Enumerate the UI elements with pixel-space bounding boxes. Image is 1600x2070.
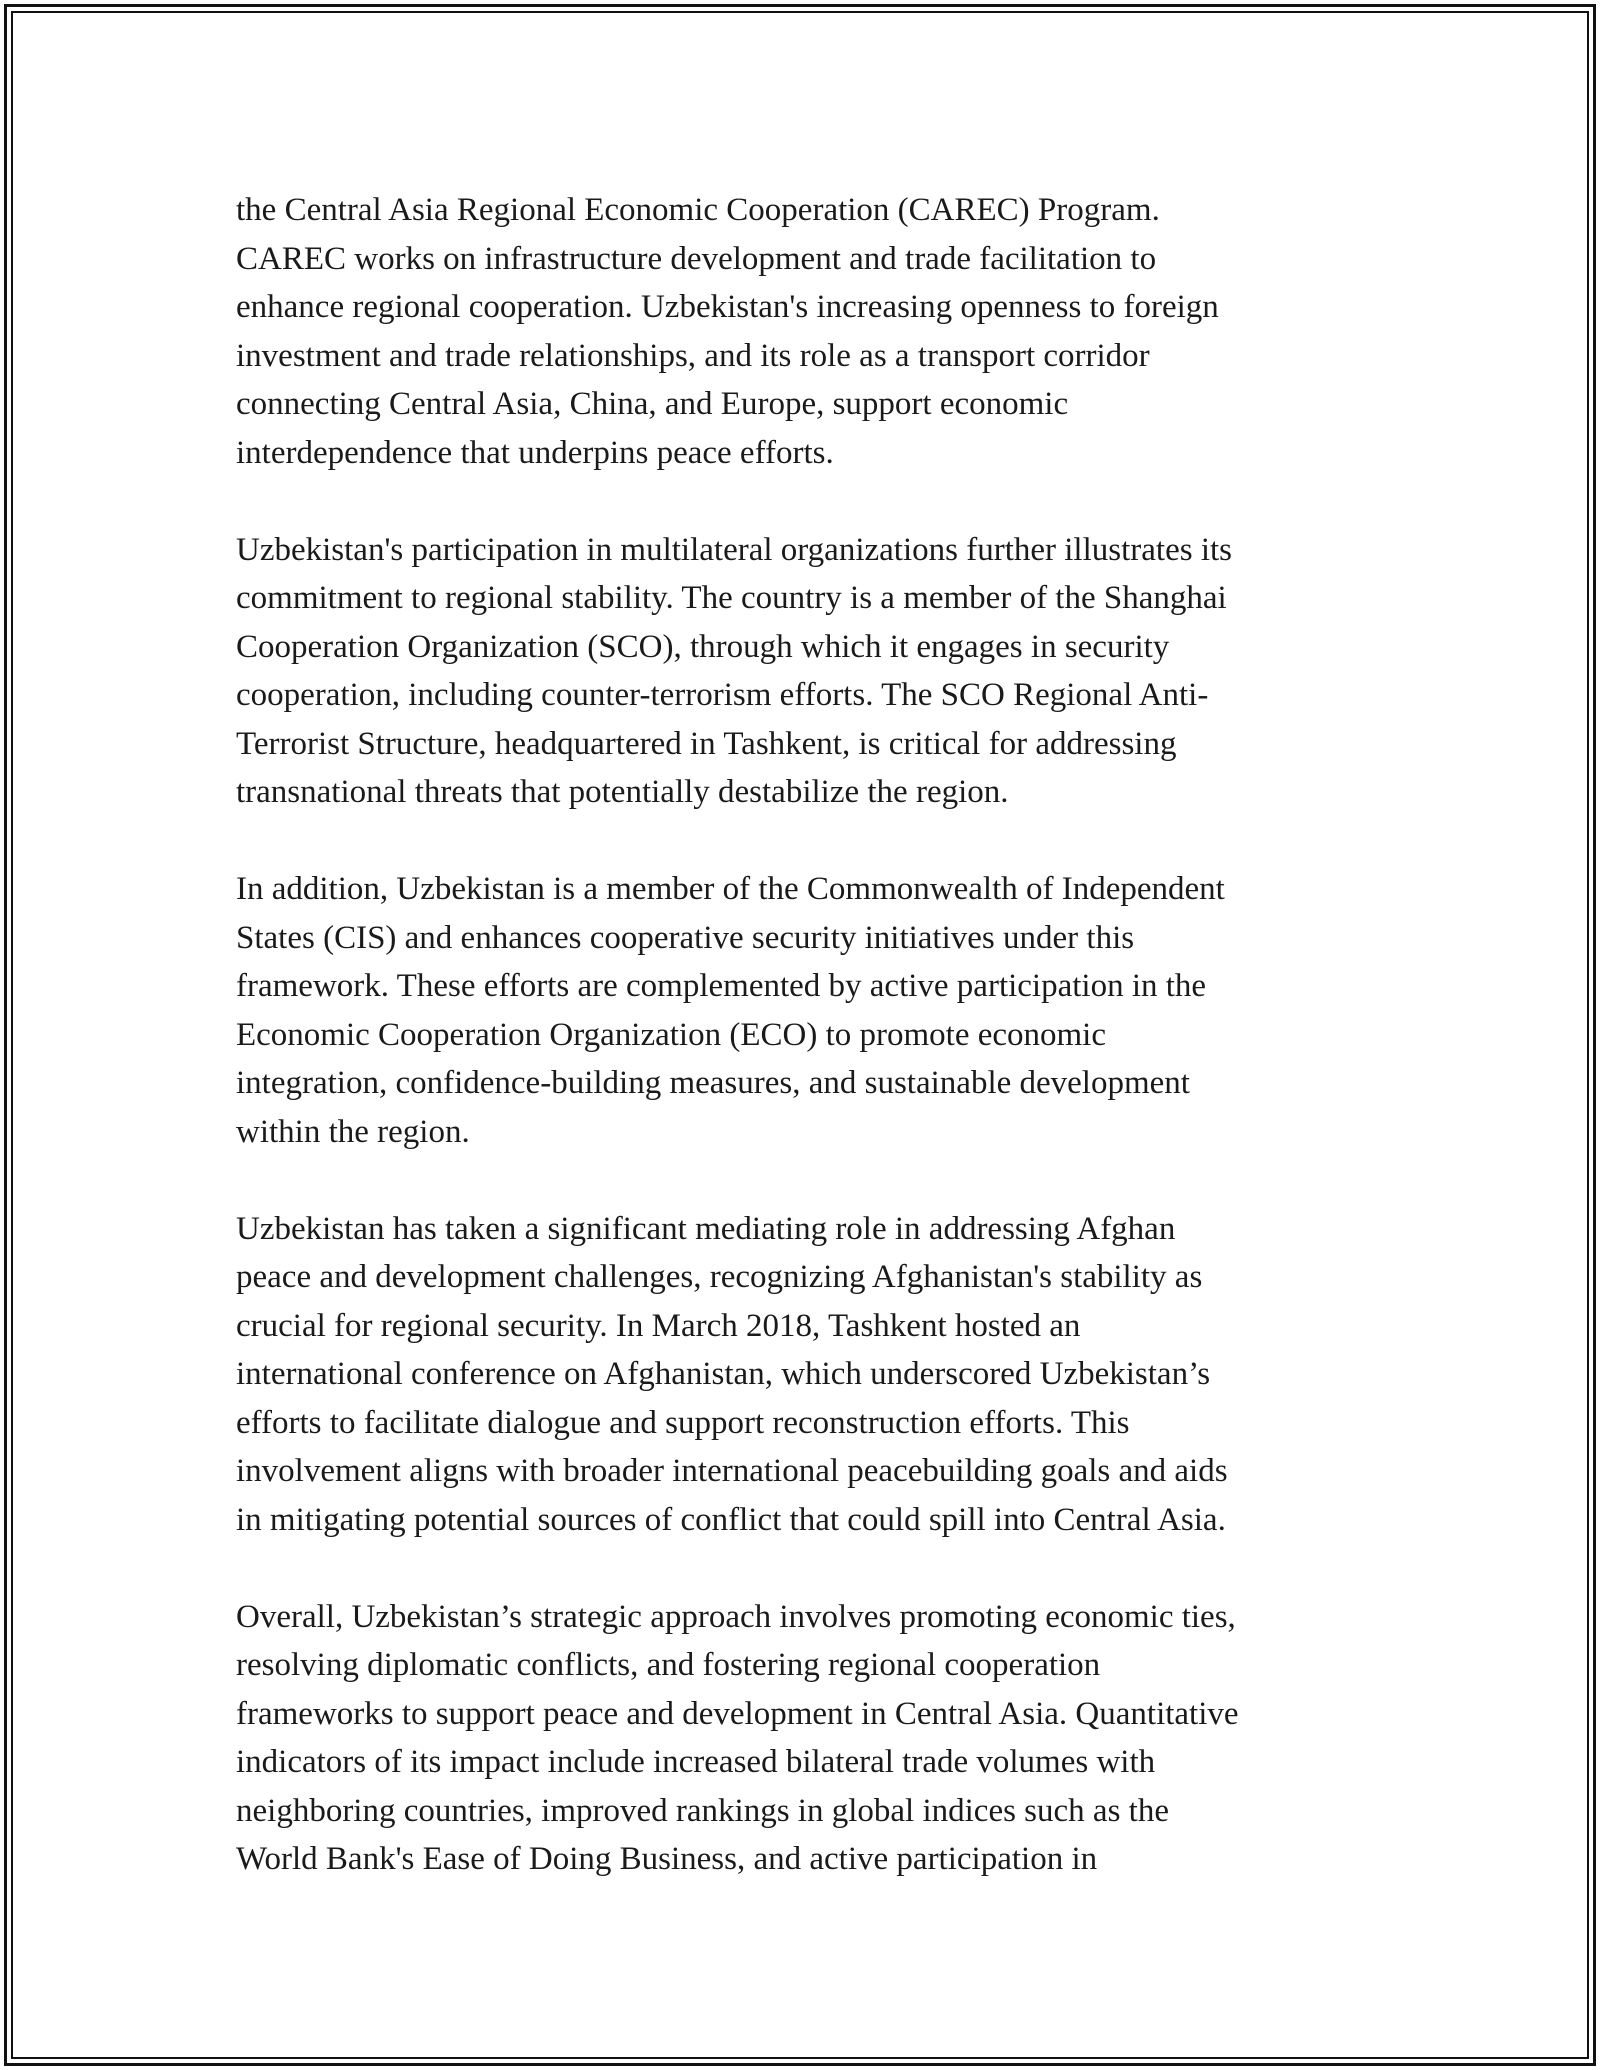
- text-line: Economic Cooperation Organization (ECO) to promote economic: [236, 1016, 1106, 1053]
- text-line: within the region.: [236, 1113, 470, 1150]
- text-line: connecting Central Asia, China, and Europe, support economic: [236, 386, 1069, 422]
- text-line: CAREC works on infrastructure development and trade facilitation to: [236, 240, 1157, 277]
- text-line: efforts to facilitate dialogue and support reconstruction efforts. This: [236, 1404, 1130, 1441]
- text-line: indicators of its impact include increased bilateral trade volumes with: [236, 1744, 1156, 1780]
- document-body: [236, 186, 1366, 1932]
- text-line: commitment to regional stability. The country is a member of the Shanghai: [236, 580, 1227, 616]
- text-line: frameworks to support peace and development in Central Asia. Quantitative: [236, 1695, 1239, 1732]
- text-line: enhance regional cooperation. Uzbekistan's increasing openness to foreign: [236, 289, 1219, 325]
- text-line: investment and trade relationships, and its role as a transport corridor: [236, 337, 1150, 374]
- text-line: framework. These efforts are complemented by active participation in the: [236, 968, 1207, 1004]
- text-line: crucial for regional security. In March 2018, Tashkent hosted an: [236, 1307, 1081, 1344]
- text-line: States (CIS) and enhances cooperative security initiatives under this: [236, 919, 1135, 956]
- paragraph-multilateral: [236, 526, 1366, 817]
- paragraph-cis-eco: [236, 865, 1366, 1156]
- text-line: the Central Asia Regional Economic Cooperation (CAREC) Program.: [236, 192, 1160, 228]
- text-line: peace and development challenges, recognizing Afghanistan's stability as: [236, 1259, 1203, 1295]
- text-line: World Bank's Ease of Doing Business, and active participation in: [236, 1841, 1098, 1877]
- paragraph-afghanistan: [236, 1205, 1366, 1545]
- text-line: Uzbekistan's participation in multilateral organizations further illustrates its: [236, 531, 1232, 568]
- text-line: Overall, Uzbekistan’s strategic approach involves promoting economic ties,: [236, 1598, 1236, 1635]
- text-line: Uzbekistan has taken a significant mediating role in addressing Afghan: [236, 1210, 1176, 1247]
- text-line: cooperation, including counter-terrorism efforts. The SCO Regional Anti-: [236, 677, 1209, 713]
- text-line: Terrorist Structure, headquartered in Tashkent, is critical for addressing: [236, 725, 1177, 762]
- paragraph-carec: [236, 186, 1366, 477]
- text-line: transnational threats that potentially destabilize the region.: [236, 774, 1009, 810]
- text-line: international conference on Afghanistan, which underscored Uzbekistan’s: [236, 1356, 1211, 1392]
- text-line: neighboring countries, improved rankings in global indices such as the: [236, 1792, 1169, 1829]
- paragraph-overall: [236, 1593, 1366, 1884]
- text-line: involvement aligns with broader international peacebuilding goals and aids: [236, 1453, 1228, 1489]
- text-line: integration, confidence-building measures, and sustainable development: [236, 1065, 1190, 1101]
- text-line: in mitigating potential sources of conflict that could spill into Central Asia.: [236, 1501, 1226, 1538]
- text-line: interdependence that underpins peace efforts.: [236, 434, 834, 471]
- text-line: In addition, Uzbekistan is a member of the Commonwealth of Independent: [236, 871, 1225, 907]
- text-line: Cooperation Organization (SCO), through which it engages in security: [236, 628, 1170, 665]
- text-line: resolving diplomatic conflicts, and fostering regional cooperation: [236, 1647, 1101, 1683]
